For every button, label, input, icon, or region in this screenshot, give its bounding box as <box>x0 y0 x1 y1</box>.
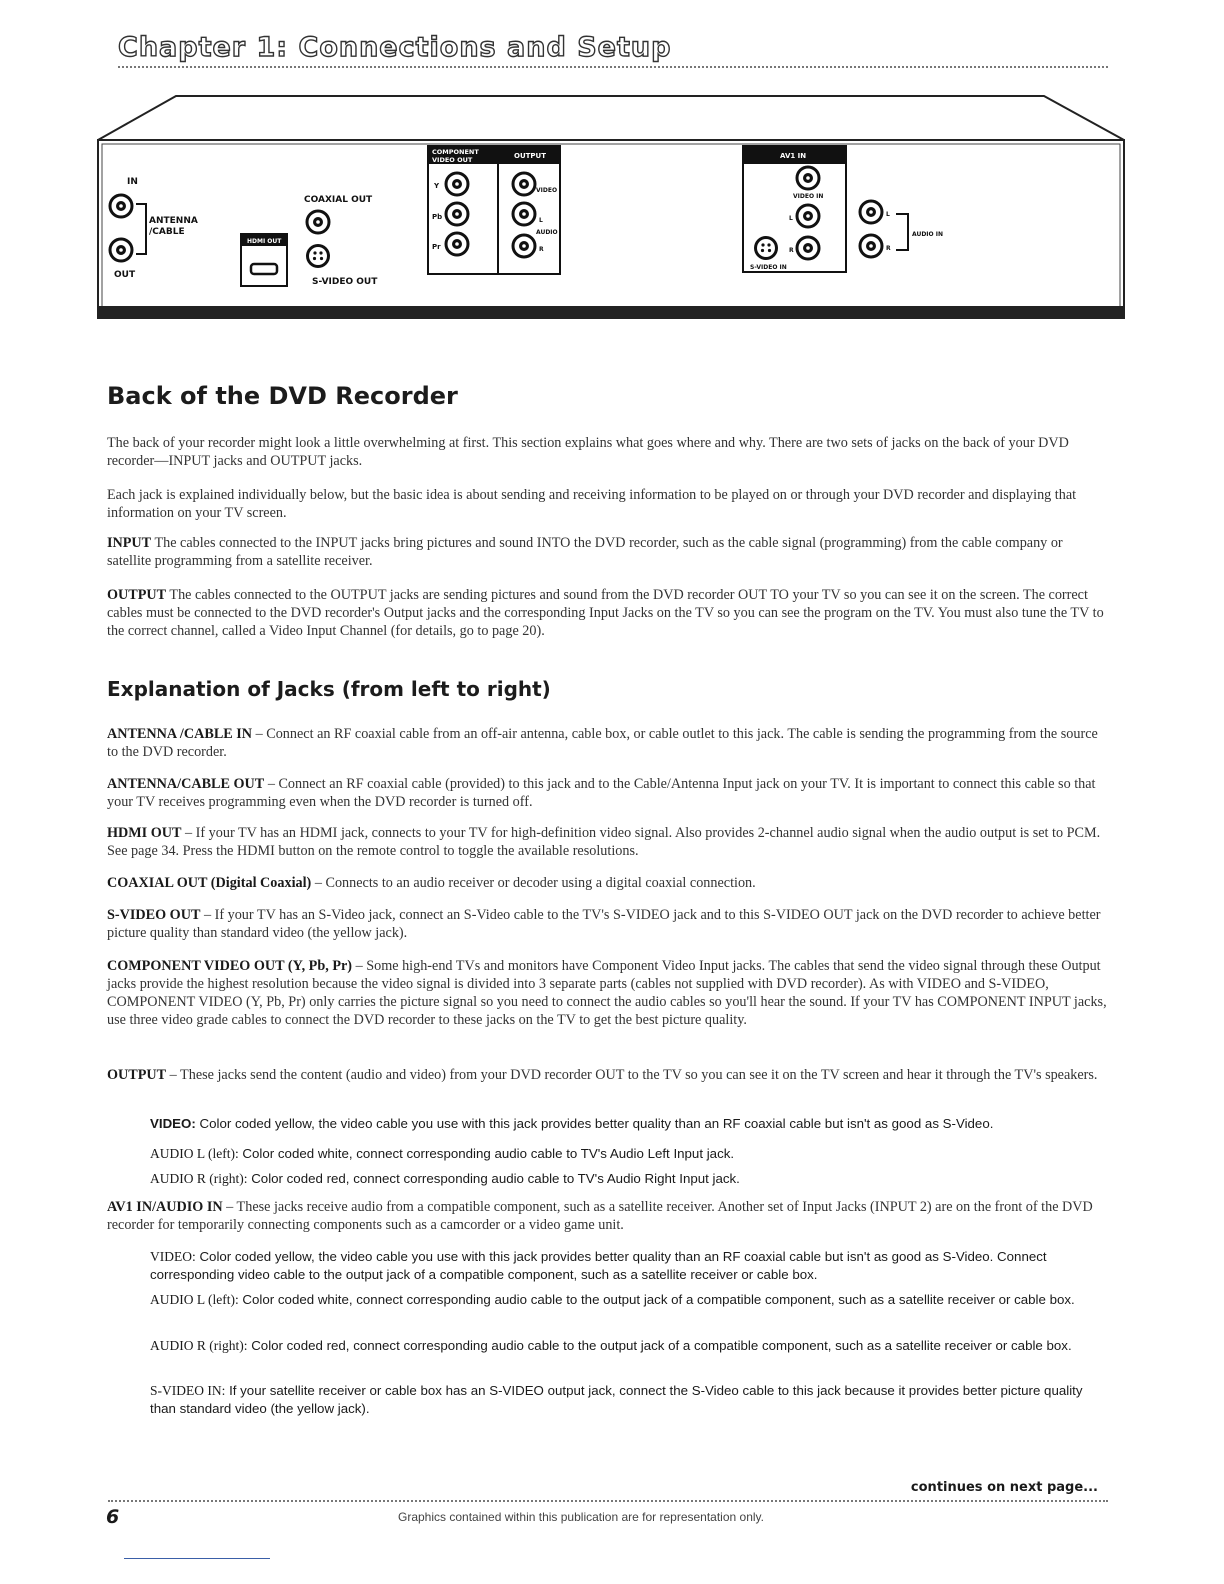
av1-in-paragraph: AV1 IN/AUDIO IN – These jacks receive audio from a compatible component, such as a satellite receiver. Another set of Input Jacks (INPUT 2) are on the front of the DVD recorder for temporarily connecting components such as a camcorder or a video game unit. <box>107 1199 1093 1234</box>
antenna-out-jack <box>110 239 132 261</box>
bottom-rule <box>124 1558 270 1559</box>
input-svideo-item: S-VIDEO IN: If your satellite receiver or cable box has an S-VIDEO output jack, connect the S-Video cable to this jack because it provides better picture quality than standard video (the yellow jack). <box>150 1383 1083 1417</box>
y-label: Y <box>434 182 440 190</box>
hdmi-out-label: HDMI OUT <box>247 238 282 245</box>
in-label: IN <box>127 177 138 187</box>
footer-note: Graphics contained within this publication are for representation only. <box>398 1510 764 1524</box>
pr-label: Pr <box>432 243 441 251</box>
output-header: OUTPUT <box>514 152 546 160</box>
continues-note: continues on next page... <box>910 1480 1098 1495</box>
audio-in-l-jack <box>860 201 882 223</box>
output-term: OUTPUT <box>107 587 167 604</box>
svg-text:R: R <box>886 245 891 252</box>
antenna-cable-label: ANTENNA <box>149 216 198 226</box>
audio-in-r-jack <box>860 235 882 257</box>
intro-paragraph: The back of your recorder might look a little overwhelming at first. This section explains what goes where and why. There are two sets of jacks on the back of your DVD recorder—INPUT jacks and OUTPUT jacks. <box>107 435 1069 470</box>
av1-audio-l-jack <box>797 205 819 227</box>
av1-video-jack <box>797 167 819 189</box>
out-label: OUT <box>114 270 136 280</box>
svideo-out-label: S-VIDEO OUT <box>312 277 378 287</box>
svg-text:/CABLE: /CABLE <box>149 227 185 237</box>
output-audio-r-jack <box>513 235 535 257</box>
input-audio-l-item: AUDIO L (left): Color coded white, connect corresponding audio cable to the output jack of a compatible component, such as a satellite receiver or cable box. <box>150 1292 1075 1308</box>
component-pr-jack <box>446 233 468 255</box>
coaxial-paragraph: COAXIAL OUT (Digital Coaxial) – Connects to an audio receiver or decoder using a digital coaxial connection. <box>107 875 756 892</box>
input-term: INPUT <box>107 535 152 552</box>
component-y-jack <box>446 173 468 195</box>
component-pb-jack <box>446 203 468 225</box>
video-in-label: VIDEO IN <box>793 193 824 200</box>
input-video-item: VIDEO: Color coded yellow, the video cable you use with this jack provides better quality than an RF coaxial cable but isn't as good as S-Video. Connect corresponding video cable to the output jack of a compatible component, such as a satellite receiver or cable box. <box>150 1249 1047 1283</box>
av1-audio-r-jack <box>797 237 819 259</box>
output-jacks-paragraph: OUTPUT – These jacks send the content (audio and video) from your DVD recorder OUT to the TV so you can see it on the TV screen and hear it through the TV's speakers. <box>107 1067 1098 1084</box>
hdmi-out-jack <box>251 264 277 274</box>
svideo-in-label: S-VIDEO IN <box>750 264 787 271</box>
section-title-back: Back of the DVD Recorder <box>107 382 458 410</box>
output-video-jack <box>513 173 535 195</box>
av1-in-label: AV1 IN <box>780 152 807 160</box>
antenna-in-jack <box>110 195 132 217</box>
antenna-in-paragraph: ANTENNA /CABLE IN – Connect an RF coaxial cable from an off-air antenna, cable box, or cable outlet to this jack. The cable is sending the programming from the source to the DVD recorder. <box>107 726 1098 761</box>
r-label: R <box>539 246 544 253</box>
hdmi-paragraph: HDMI OUT – If your TV has an HDMI jack, connects to your TV for high-definition video signal. Also provides 2-channel audio signal when the audio output is set to PCM. See page 34. Press the HDMI button on the remote control to toggle the available resolutions. <box>107 825 1101 860</box>
coaxial-out-jack <box>307 211 329 233</box>
output-audio-l-jack <box>513 203 535 225</box>
av1-svideo-jack <box>754 236 778 260</box>
svg-text:L: L <box>789 215 793 222</box>
svg-text:L: L <box>886 211 890 218</box>
input-paragraph: INPUT The cables connected to the INPUT jacks bring pictures and sound INTO the DVD recorder, such as the cable signal (programming) from the cable company or satellite programming from a satellite receiver. <box>107 535 1063 570</box>
svideo-out-jack <box>306 244 330 268</box>
page-number: 6 <box>106 1506 120 1528</box>
svg-text:VIDEO OUT: VIDEO OUT <box>432 156 473 164</box>
audio-label: AUDIO <box>536 229 558 236</box>
output-audio-r-item: AUDIO R (right): Color coded red, connect corresponding audio cable to TV's Audio Right Input jack. <box>150 1171 740 1187</box>
chapter-title: Chapter 1: Connections and Setup <box>118 32 672 63</box>
svg-text:R: R <box>789 247 794 254</box>
coaxial-out-label: COAXIAL OUT <box>304 195 373 205</box>
svideo-out-paragraph: S-VIDEO OUT – If your TV has an S-Video jack, connect an S-Video cable to the TV's S-VIDEO jack and to this S-VIDEO OUT jack on the DVD recorder to achieve better picture quality than standard video (the yellow jack). <box>107 907 1101 942</box>
antenna-out-paragraph: ANTENNA/CABLE OUT – Connect an RF coaxial cable (provided) to this jack and to the Cable/Antenna Input jack on your TV. It is important to connect this cable so that your TV receives programming even when the DVD recorder is turned off. <box>107 776 1096 811</box>
basic-idea-paragraph: Each jack is explained individually below, but the basic idea is about sending and receiving information to be played on or through your DVD recorder and displaying that information on your TV screen. <box>107 487 1077 522</box>
section-title-explanation: Explanation of Jacks (from left to right) <box>107 677 551 701</box>
video-label: VIDEO <box>536 187 558 194</box>
dvd-recorder-back-diagram <box>96 94 1126 324</box>
output-video-item: VIDEO: Color coded yellow, the video cable you use with this jack provides better quality than an RF coaxial cable but isn't as good as S-Video. <box>150 1116 994 1132</box>
chapter-header <box>118 34 1108 68</box>
input-audio-r-item: AUDIO R (right): Color coded red, connect corresponding audio cable to the output jack of a compatible component, such as a satellite receiver or cable box. <box>150 1338 1072 1354</box>
l-label: L <box>539 217 543 224</box>
component-header: COMPONENT <box>432 148 479 156</box>
component-paragraph: COMPONENT VIDEO OUT (Y, Pb, Pr) – Some high-end TVs and monitors have Component Video Input jacks. The cables that send the video signal through these Output jacks provide the highest resolution because the video signal is divided into 3 separate parts (cables not supplied with DVD recorder). As with VIDEO and S-VIDEO, COMPONENT VIDEO (Y, Pb, Pr) only carries the picture signal so you need to connect the audio cables so you'll hear the sound. If your TV has COMPONENT INPUT jacks, use three video grade cables to connect the DVD recorder to these jacks on the TV to get the best picture quality. <box>107 958 1107 1029</box>
footer-divider <box>108 1500 1108 1502</box>
pb-label: Pb <box>432 213 443 221</box>
audio-in-label: AUDIO IN <box>912 231 943 238</box>
output-audio-l-item: AUDIO L (left): Color coded white, connect corresponding audio cable to TV's Audio Left Input jack. <box>150 1146 735 1162</box>
output-paragraph: OUTPUT The cables connected to the OUTPUT jacks are sending pictures and sound from the DVD recorder OUT TO your TV so you can see it on the screen. The correct cables must be connected to the DVD recorder's Output jacks and the corresponding Input Jacks on the TV so you can see the program on the TV. You must also tune the TV to the correct channel, called a Video Input Channel (for details, go to page 20). <box>107 587 1104 640</box>
